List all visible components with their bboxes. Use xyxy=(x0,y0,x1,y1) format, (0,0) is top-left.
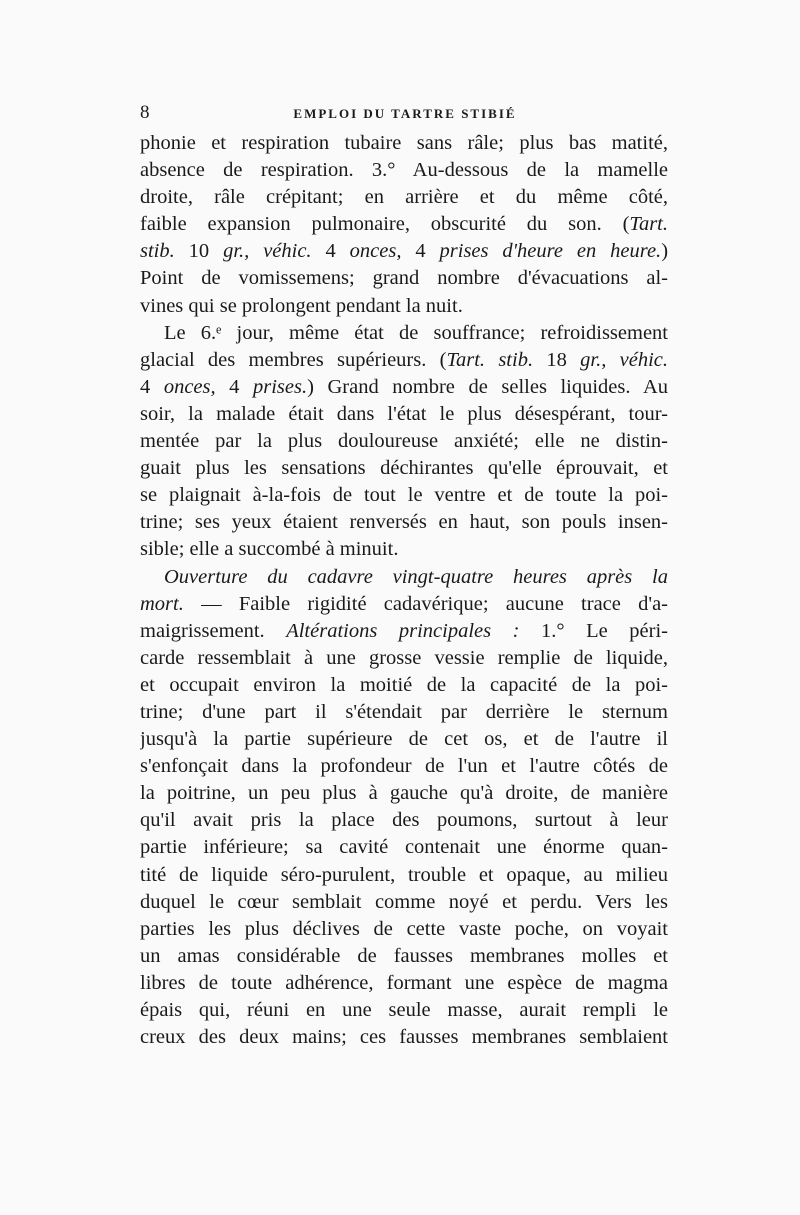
body-text xyxy=(140,130,668,1051)
text-run: 4 xyxy=(311,240,350,263)
text-run: se plaignait à-la-fois de tout le ventre et de toute la poi- xyxy=(140,484,668,507)
text-line xyxy=(140,780,668,807)
text-line xyxy=(140,943,668,970)
text-run: soir, la malade était dans l'état le plus désespérant, tour- xyxy=(140,402,668,425)
text-run: carde ressemblait à une grosse vessie remplie de liquide, xyxy=(140,646,668,669)
italic-text: onces, xyxy=(349,240,402,263)
text-run: Le 6.ᵉ jour, même état de souffrance; refroidissement xyxy=(164,321,668,344)
italic-text: mort. xyxy=(140,592,184,615)
text-line xyxy=(140,401,668,428)
running-head: EMPLOI DU TARTRE STIBIÉ xyxy=(293,106,517,121)
italic-text: prises d'heure en heure. xyxy=(439,240,662,263)
text-line xyxy=(140,482,668,509)
italic-text: stib. xyxy=(140,240,175,263)
text-line xyxy=(140,238,668,265)
text-run: duquel le cœur semblait comme noyé et perdu. Vers les xyxy=(140,890,668,913)
text-run: 10 xyxy=(174,240,224,263)
page-header xyxy=(140,102,670,126)
text-run: 4 xyxy=(215,375,253,398)
text-run: 4 xyxy=(401,240,440,263)
text-line xyxy=(140,672,668,699)
text-line xyxy=(140,699,668,726)
text-line xyxy=(140,862,668,889)
text-run: sible; elle a succombé à minuit. xyxy=(140,538,399,561)
text-line xyxy=(140,428,668,455)
text-line xyxy=(140,184,668,211)
text-run: droite, râle crépitant; en arrière et du même côté, xyxy=(140,186,668,209)
text-line xyxy=(140,509,668,536)
text-run: libres de toute adhérence, formant une espèce de magma xyxy=(140,971,668,994)
text-line xyxy=(140,211,668,238)
italic-text: Ouverture du cadavre vingt-quatre heures après la xyxy=(164,565,668,588)
text-run: un amas considérable de fausses membranes molles et xyxy=(140,944,668,967)
text-line xyxy=(140,293,668,320)
italic-text: Tart. stib. xyxy=(446,348,534,371)
text-run: phonie et respiration tubaire sans râle; plus bas matité, xyxy=(140,132,668,154)
text-run: partie inférieure; sa cavité contenait une énorme quan- xyxy=(140,836,668,859)
text-run: parties les plus déclives de cette vaste poche, on voyait xyxy=(140,917,668,940)
text-line xyxy=(140,374,668,401)
text-line xyxy=(140,536,668,563)
italic-text: Altérations principales : xyxy=(286,619,520,642)
text-run: mentée par la plus douloureuse anxiété; elle ne distin- xyxy=(140,430,668,453)
text-line xyxy=(140,645,668,672)
text-run: épais qui, réuni en une seule masse, aurait rempli le xyxy=(140,999,668,1021)
text-line xyxy=(140,1024,668,1051)
text-run: maigrissement. xyxy=(140,619,287,642)
text-run: trine; d'une part il s'étendait par derrière le sternum xyxy=(140,700,668,723)
text-run: et occupait environ la moitié de la capacité de la poi- xyxy=(140,673,668,696)
text-line xyxy=(140,997,668,1024)
text-line xyxy=(140,916,668,943)
text-line xyxy=(140,591,668,618)
italic-text: Tart. xyxy=(629,213,668,236)
text-run: la poitrine, un peu plus à gauche qu'à droite, de manière xyxy=(140,782,668,805)
text-run: jusqu'à la partie supérieure de cet os, et de l'autre il xyxy=(140,728,668,751)
text-run: s'enfonçait dans la profondeur de l'un et l'autre côtés de xyxy=(140,755,668,778)
text-line xyxy=(140,265,668,292)
text-line xyxy=(140,455,668,482)
text-run: 18 xyxy=(533,348,581,371)
italic-text: onces, xyxy=(163,375,216,398)
text-run: Point de vomissemens; grand nombre d'évacuations al- xyxy=(140,267,668,290)
text-run: ) Grand nombre de selles liquides. Au xyxy=(307,375,668,398)
text-line xyxy=(140,807,668,834)
text-run: trine; ses yeux étaient renversés en haut, son pouls insen- xyxy=(140,511,668,534)
text-run: 4 xyxy=(140,375,164,398)
italic-text: prises. xyxy=(253,375,308,398)
text-line xyxy=(140,970,668,997)
italic-text: gr., véhic. xyxy=(223,240,312,263)
text-line xyxy=(140,889,668,916)
text-run: glacial des membres supérieurs. ( xyxy=(140,348,447,371)
text-line xyxy=(140,834,668,861)
page-number: 8 xyxy=(140,102,150,123)
text-line xyxy=(140,564,668,591)
text-run: absence de respiration. 3.° Au-dessous de la mamelle xyxy=(140,159,668,182)
text-run: vines qui se prolongent pendant la nuit. xyxy=(140,294,463,317)
text-line xyxy=(140,130,668,157)
text-run: tité de liquide séro-purulent, trouble et opaque, au milieu xyxy=(140,863,668,886)
text-run: creux des deux mains; ces fausses membranes semblaient xyxy=(140,1026,668,1049)
text-run: guait plus les sensations déchirantes qu'elle éprouvait, et xyxy=(140,457,668,480)
italic-text: gr., véhic. xyxy=(580,348,668,371)
text-line xyxy=(140,753,668,780)
text-line xyxy=(140,157,668,184)
text-run: faible expansion pulmonaire, obscurité du son. ( xyxy=(140,213,630,236)
text-run: — Faible rigidité cadavérique; aucune trace d'a- xyxy=(183,592,668,615)
text-line xyxy=(140,320,668,347)
text-run: ) xyxy=(661,240,668,263)
text-line xyxy=(140,726,668,753)
text-run: qu'il avait pris la place des poumons, surtout à leur xyxy=(140,809,668,832)
text-run: 1.° Le péri- xyxy=(519,619,668,642)
text-line xyxy=(140,618,668,645)
text-line xyxy=(140,347,668,374)
